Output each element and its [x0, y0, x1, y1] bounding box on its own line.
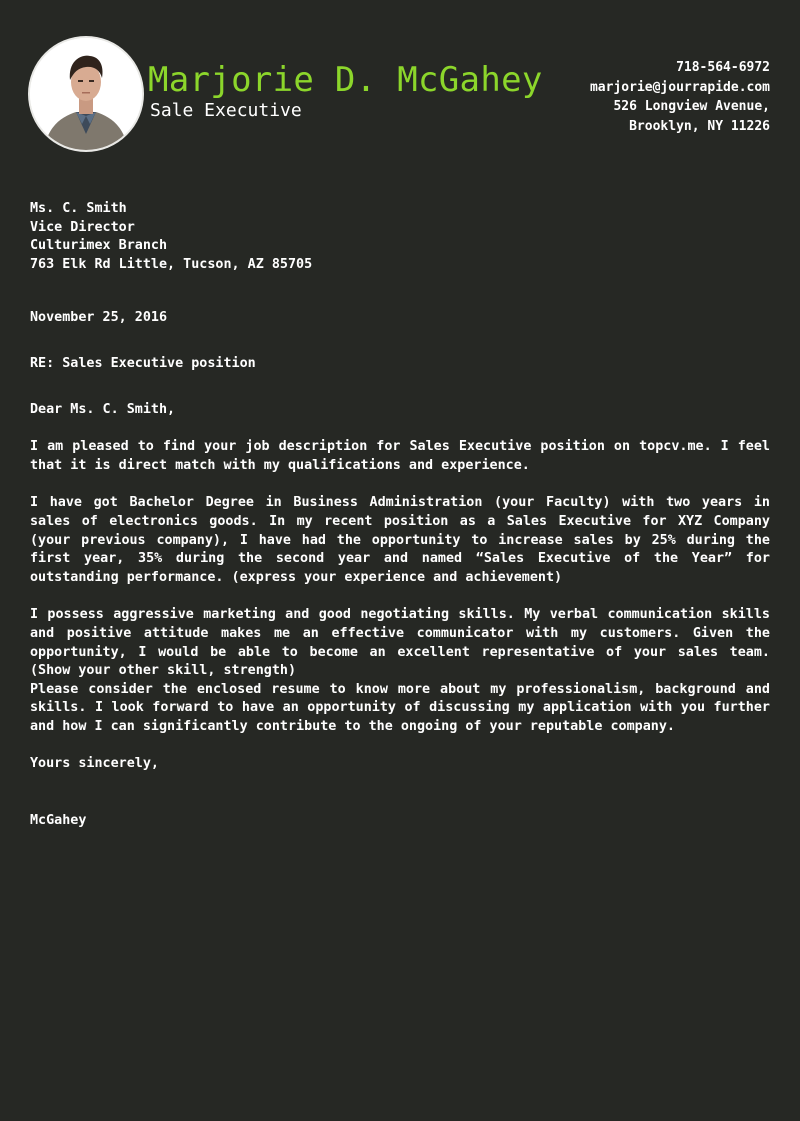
- contact-street: 526 Longview Avenue,: [613, 99, 770, 114]
- letter-date: November 25, 2016: [30, 310, 168, 326]
- avatar: [30, 38, 142, 150]
- paragraph-3: I possess aggressive marketing and good negotiating skills. My verbal communication skills and positive attitude makes me an effective communicator with my customers. Given the opportunity, I would be able to become an excellent representative of your sales team. (Show your other skill, strength): [30, 607, 770, 679]
- letter-body: [30, 200, 770, 831]
- letter-closing: Yours sincerely,: [30, 756, 159, 772]
- paragraph-2: I have got Bachelor Degree in Business Administration (your Faculty) with two years in sales of electronics goods. In my recent position as a Sales Executive for XYZ Company (your previous company), I have had the opportunity to increase sales by 25% during the first year, 35% during the second year and named “Sales Executive of the Year” for outstanding performance. (express your experience and achievement): [30, 495, 770, 585]
- recipient-company: Culturimex Branch: [30, 238, 168, 254]
- recipient-address: 763 Elk Rd Little, Tucson, AZ 85705: [30, 256, 313, 272]
- letter-signature: McGahey: [30, 813, 87, 829]
- contact-email: marjorie@jourrapide.com: [589, 79, 770, 95]
- recipient-position: Vice Director: [30, 219, 135, 235]
- profile-photo-icon: [30, 38, 142, 150]
- paragraph-4: Please consider the enclosed resume to know more about my professionalism, background and skills. I look forward to have an opportunity of discussing my application with you further and how I can significantly contribute to the ongoing of your reputable company.: [30, 681, 770, 734]
- recipient-block: [30, 200, 770, 274]
- contact-block: [590, 58, 770, 136]
- letter-subject: RE: Sales Executive position: [30, 355, 256, 371]
- applicant-name: Marjorie D. McGahey: [148, 60, 543, 100]
- contact-phone: 718-564-6972: [676, 60, 770, 75]
- paragraph-1: I am pleased to find your job description for Sales Executive position on topcv.me. I feel that it is direct match with my qualifications and experience.: [30, 439, 770, 473]
- applicant-title: Sale Executive: [150, 100, 302, 121]
- contact-city: Brooklyn, NY 11226: [629, 118, 770, 134]
- recipient-name: Ms. C. Smith: [30, 201, 127, 216]
- letter-salutation: Dear Ms. C. Smith,: [30, 401, 176, 417]
